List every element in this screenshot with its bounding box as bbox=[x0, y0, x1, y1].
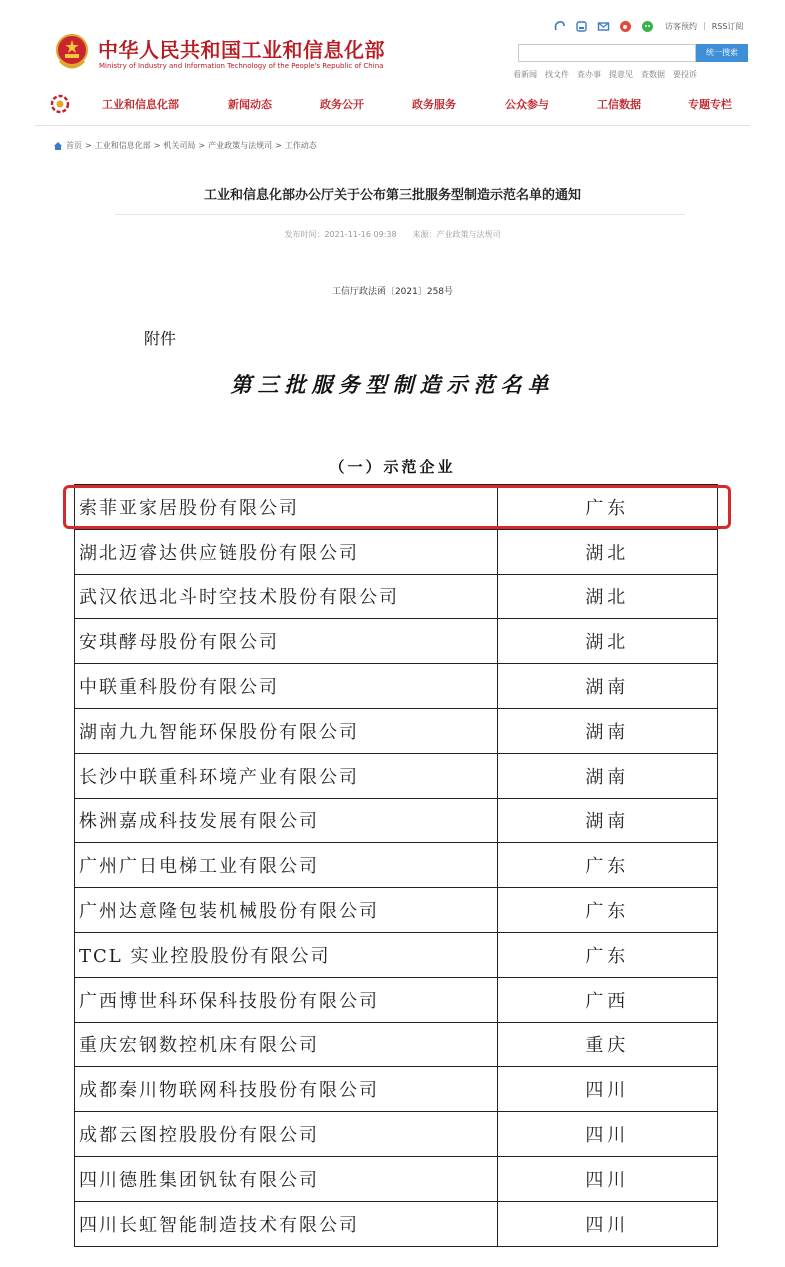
quick-link-files[interactable]: 找文件 bbox=[545, 70, 569, 79]
table-row bbox=[75, 843, 718, 888]
table-row bbox=[75, 485, 718, 530]
company-name-cell: 成都秦川物联网科技股份有限公司 bbox=[75, 1067, 498, 1112]
nav-item-participation[interactable]: 公众参与 bbox=[505, 98, 549, 111]
table-row bbox=[75, 1201, 718, 1246]
visit-appointment-link[interactable]: 访客预约 bbox=[665, 22, 697, 31]
table-row bbox=[75, 1022, 718, 1067]
province-cell: 湖南 bbox=[497, 664, 717, 709]
company-name-cell: 株洲嘉成科技发展有限公司 bbox=[75, 798, 498, 843]
nav-item-news[interactable]: 新闻动态 bbox=[228, 98, 272, 111]
province-cell: 广东 bbox=[497, 485, 717, 530]
province-cell: 湖北 bbox=[497, 574, 717, 619]
company-name-cell: 成都云图控股股份有限公司 bbox=[75, 1112, 498, 1157]
table-row bbox=[75, 574, 718, 619]
list-title: 第三批服务型制造示范名单 bbox=[230, 372, 555, 397]
breadcrumb-ministry[interactable]: 工业和信息化部 bbox=[94, 141, 151, 150]
ministry-logo-icon[interactable] bbox=[50, 94, 70, 114]
rss-link[interactable]: RSS订阅 bbox=[711, 22, 744, 31]
nav-item-data[interactable]: 工信数据 bbox=[597, 98, 641, 111]
elderly-mode-icon[interactable] bbox=[553, 20, 566, 33]
quick-link-feedback[interactable]: 提意见 bbox=[609, 70, 633, 79]
weibo-icon[interactable] bbox=[619, 20, 632, 33]
province-cell: 广东 bbox=[497, 932, 717, 977]
table-row bbox=[75, 708, 718, 753]
breadcrumb-separator: > bbox=[85, 141, 92, 150]
enterprise-table bbox=[74, 484, 718, 1247]
province-cell: 湖南 bbox=[497, 798, 717, 843]
enterprise-table-body bbox=[75, 485, 718, 1247]
quick-link-data[interactable]: 查数据 bbox=[641, 70, 665, 79]
province-cell: 湖北 bbox=[497, 529, 717, 574]
search-button[interactable]: 统一搜索 bbox=[696, 44, 748, 62]
quick-link-complaint[interactable]: 要投诉 bbox=[673, 70, 697, 79]
article-title: 工业和信息化部办公厅关于公布第三批服务型制造示范名单的通知 bbox=[203, 188, 581, 203]
mail-icon[interactable] bbox=[597, 20, 610, 33]
nav-item-special[interactable]: 专题专栏 bbox=[688, 98, 732, 111]
province-cell: 广西 bbox=[497, 977, 717, 1022]
top-link-separator: | bbox=[703, 21, 706, 30]
quick-link-news[interactable]: 看新闻 bbox=[513, 70, 537, 79]
province-cell: 四川 bbox=[497, 1067, 717, 1112]
site-name-cn[interactable]: 中华人民共和国工业和信息化部 bbox=[98, 38, 385, 62]
province-cell: 四川 bbox=[497, 1156, 717, 1201]
table-row bbox=[75, 977, 718, 1022]
article-meta: 发布时间：2021-11-16 09:38 来源：产业政策与法规司 bbox=[284, 230, 501, 239]
company-name-cell: 湖北迈睿达供应链股份有限公司 bbox=[75, 529, 498, 574]
wechat-icon[interactable] bbox=[641, 20, 654, 33]
company-name-cell: 长沙中联重科环境产业有限公司 bbox=[75, 753, 498, 798]
breadcrumb-separator: > bbox=[198, 141, 206, 150]
province-cell: 湖南 bbox=[497, 708, 717, 753]
company-name-cell: 安琪酵母股份有限公司 bbox=[75, 619, 498, 664]
table-row bbox=[75, 798, 718, 843]
company-name-cell: 中联重科股份有限公司 bbox=[75, 664, 498, 709]
table-row bbox=[75, 753, 718, 798]
site-header bbox=[0, 0, 785, 90]
province-cell: 广东 bbox=[497, 888, 717, 933]
document-number: 工信厅政法函〔2021〕258号 bbox=[331, 287, 454, 297]
top-icon-bar bbox=[553, 20, 654, 33]
nav-item-ministry[interactable]: 工业和信息化部 bbox=[102, 98, 179, 111]
table-row bbox=[75, 529, 718, 574]
nav-item-gov-services[interactable]: 政务服务 bbox=[412, 98, 456, 111]
national-emblem-icon[interactable] bbox=[55, 33, 89, 71]
company-name-cell: 四川长虹智能制造技术有限公司 bbox=[75, 1201, 498, 1246]
breadcrumb-work-news[interactable]: 工作动态 bbox=[284, 141, 317, 150]
table-row bbox=[75, 664, 718, 709]
attachment-label: 附件 bbox=[144, 329, 177, 348]
breadcrumb bbox=[53, 140, 317, 151]
province-cell: 四川 bbox=[497, 1201, 717, 1246]
company-name-cell: 湖南九九智能环保股份有限公司 bbox=[75, 708, 498, 753]
company-name-cell: 索菲亚家居股份有限公司 bbox=[75, 485, 498, 530]
province-cell: 湖北 bbox=[497, 619, 717, 664]
breadcrumb-policy-dept[interactable]: 产业政策与法规司 bbox=[208, 141, 273, 150]
search-input[interactable] bbox=[518, 44, 696, 62]
table-row bbox=[75, 1112, 718, 1157]
company-name-cell: 广州广日电梯工业有限公司 bbox=[75, 843, 498, 888]
province-cell: 四川 bbox=[497, 1112, 717, 1157]
company-name-cell: 武汉依迅北斗时空技术股份有限公司 bbox=[75, 574, 498, 619]
province-cell: 湖南 bbox=[497, 753, 717, 798]
table-row bbox=[75, 888, 718, 933]
table-row bbox=[75, 619, 718, 664]
company-name-cell: 四川德胜集团钒钛有限公司 bbox=[75, 1156, 498, 1201]
quick-link-services[interactable]: 查办事 bbox=[577, 70, 601, 79]
accessibility-icon[interactable] bbox=[575, 20, 588, 33]
province-cell: 重庆 bbox=[497, 1022, 717, 1067]
breadcrumb-departments[interactable]: 机关司局 bbox=[163, 141, 196, 150]
table-row bbox=[75, 932, 718, 977]
table-row bbox=[75, 1067, 718, 1112]
breadcrumb-separator: > bbox=[153, 141, 161, 150]
company-name-cell: TCL 实业控股股份有限公司 bbox=[75, 932, 498, 977]
company-name-cell: 广州达意隆包装机械股份有限公司 bbox=[75, 888, 498, 933]
company-name-cell: 广西博世科环保科技股份有限公司 bbox=[75, 977, 498, 1022]
section-title: （一）示范企业 bbox=[329, 458, 456, 476]
home-icon[interactable] bbox=[53, 141, 63, 151]
breadcrumb-home[interactable]: 首页 bbox=[66, 141, 82, 150]
quick-links bbox=[513, 69, 697, 80]
company-name-cell: 重庆宏钢数控机床有限公司 bbox=[75, 1022, 498, 1067]
site-name-en: Ministry of Industry and Information Technology of the People's Republic of China bbox=[99, 62, 384, 70]
breadcrumb-separator: > bbox=[275, 141, 282, 150]
province-cell: 广东 bbox=[497, 843, 717, 888]
nav-item-gov-affairs[interactable]: 政务公开 bbox=[320, 98, 364, 111]
table-row bbox=[75, 1156, 718, 1201]
top-links bbox=[665, 21, 743, 32]
main-nav bbox=[50, 92, 750, 116]
header-divider bbox=[35, 125, 750, 126]
title-divider bbox=[115, 214, 685, 215]
